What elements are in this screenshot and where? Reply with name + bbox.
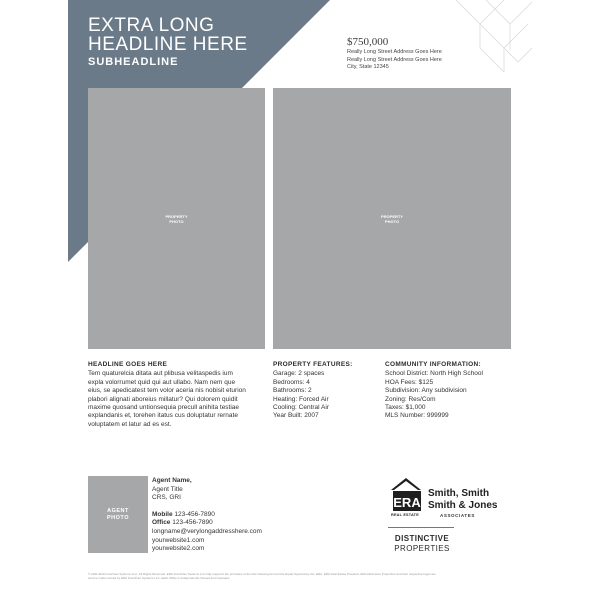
property-features-section (273, 361, 378, 421)
community-item: School District: North High School (385, 370, 483, 378)
agent-photo-label-line-1: AGENT (107, 507, 129, 514)
community-item: Subdivision: Any subdivision (385, 387, 467, 395)
listing-price: $750,000 (347, 36, 389, 48)
property-photo-2 (273, 88, 511, 349)
agent-info (152, 477, 262, 554)
property-photo-2-label-line-2: PHOTO (384, 218, 400, 224)
feature-item: Garage: 2 spaces (273, 370, 325, 378)
footer-line-2: service marks owned by ERA Franchise Systems LLC. Each Office is Independently Owned and Operated. (88, 576, 230, 580)
property-features-heading: PROPERTY FEATURES: (273, 361, 353, 368)
agent-mobile (152, 511, 262, 520)
agent-photo (88, 476, 148, 553)
property-photo-1 (88, 88, 265, 349)
era-logo-text: ERA (393, 495, 421, 510)
property-photo-2-label-line-1: PROPERTY (380, 213, 403, 219)
headline-line-1: EXTRA LONG (88, 15, 215, 36)
distinctive-properties (389, 534, 455, 554)
address-line-3: City, State 12345 (347, 64, 389, 70)
agent-title: Agent Title (152, 485, 183, 493)
mobile-label: Mobile (152, 510, 173, 518)
property-photo-2-label (273, 214, 511, 224)
properties-label: PROPERTIES (394, 544, 450, 553)
brokerage-associates: ASSOCIATES (440, 513, 475, 518)
brokerage-name (428, 488, 497, 512)
brokerage-name-line-1: Smith, Smith (428, 488, 490, 499)
feature-item: Bedrooms: 4 (273, 378, 310, 386)
address-line-2: Really Long Street Address Goes Here (347, 56, 442, 63)
geometric-decoration-icon (456, 0, 532, 72)
community-item: Taxes: $1,000 (385, 404, 426, 412)
property-photo-1-label-line-1: PROPERTY (165, 213, 188, 219)
distinctive-label: DISTINCTIVE (394, 534, 450, 543)
feature-item: Bathrooms: 2 (273, 387, 312, 395)
description-line: voluptatem et latur ad es est. (88, 420, 172, 428)
agent-credentials: CRS, GRI (152, 494, 181, 502)
flyer-page (68, 0, 532, 600)
agent-website-1: yourwebsite1.com (152, 536, 205, 544)
footer-disclaimer (88, 572, 532, 580)
description-line: eius, se apedicatest tem volor aceria nis nobisit eturion (88, 387, 246, 395)
community-item: HOA Fees: $125 (385, 378, 434, 386)
community-information-heading: COMMUNITY INFORMATION: (385, 361, 481, 368)
property-photo-1-label (88, 214, 265, 224)
mobile-number: 123-456-7890 (174, 510, 215, 518)
agent-website-2: yourwebsite2.com (152, 545, 205, 553)
description-line: plabori alignati aboreius millatur? Qui dolorem quidit (88, 395, 238, 403)
footer-line-1: © 2021 ERA Franchise Systems LLC. All Rights Reserved. ERA Franchise Systems LLC fully supports the principles of the Fair Housing Act and the Equal Opportunity Act. ERA, ERA Real Estate Powered, ERA Distinctive Properties and their respective logos are (88, 572, 436, 576)
agent-photo-label (88, 508, 148, 522)
agent-name: Agent Name, (152, 477, 192, 484)
description-section (88, 361, 248, 429)
office-number: 123-456-7890 (172, 519, 213, 527)
feature-item: Cooling: Central Air (273, 404, 329, 412)
description-line: explandanis et, torehen itatus cus doluptatur rernate (88, 412, 238, 420)
agent-email: longname@verylongaddresshere.com (152, 527, 262, 535)
headline (88, 16, 248, 54)
office-label: Office (152, 519, 171, 527)
community-item: MLS Number: 999999 (385, 412, 449, 420)
agent-photo-label-line-2: PHOTO (107, 514, 129, 521)
description-line: maxime quosand untionsequia precull anihita testiae (88, 404, 240, 412)
subheadline: SUBHEADLINE (88, 56, 179, 68)
address-line-1: Really Long Street Address Goes Here (347, 49, 442, 55)
listing-address (347, 49, 442, 72)
brokerage-name-line-2: Smith & Jones (428, 500, 498, 511)
description-line: expla volorrumet quid qui aut ullabo. Nam nem que (88, 378, 236, 386)
feature-item: Heating: Forced Air (273, 395, 329, 403)
feature-item: Year Built: 2007 (273, 412, 319, 420)
agent-office (152, 519, 262, 528)
community-item: Zoning: Res/Com (385, 395, 436, 403)
description-line: Tem quaturelcia ditata aut plibusa velitaspedis ium (88, 370, 233, 378)
brand-divider (388, 527, 454, 528)
era-subtitle: REAL ESTATE (391, 513, 419, 517)
property-photo-1-label-line-2: PHOTO (169, 218, 184, 224)
description-heading: HEADLINE GOES HERE (88, 361, 168, 368)
community-information-section (385, 361, 515, 421)
headline-line-2: HEADLINE HERE (88, 34, 248, 55)
